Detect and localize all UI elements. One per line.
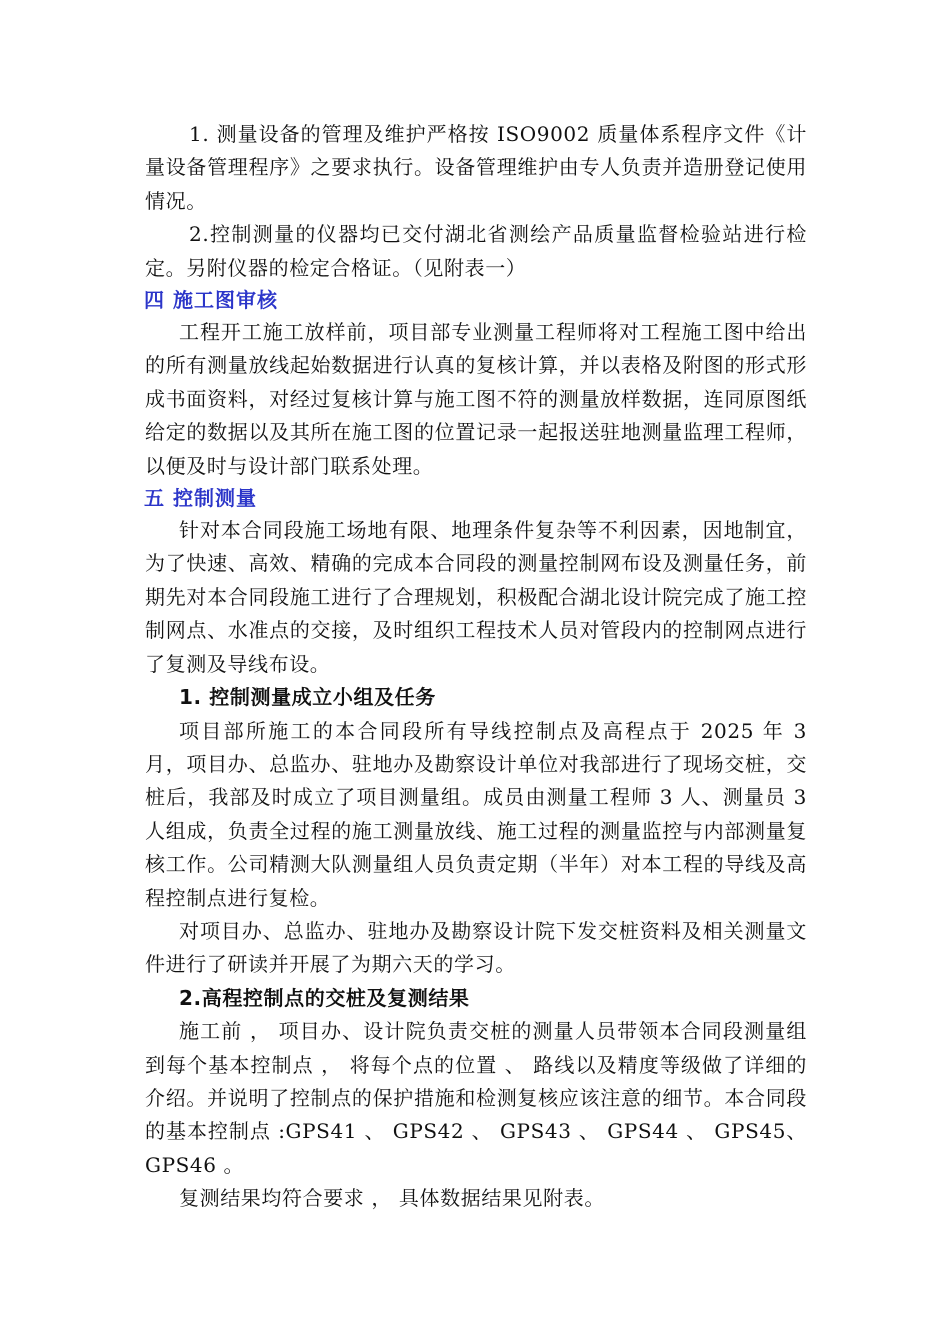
section-heading-control-survey: 五 控制测量 xyxy=(144,486,257,511)
paragraph-drawing-review: 工程开工施工放样前，项目部专业测量工程师将对工程施工图中给出的所有测量放线起始数据进行认真的复核计算，并以表格及附图的形式形成书面资料，对经过复核计算与施工图不符的测量放样数据，连同原图纸给定的数据以及其所在施工图的位置记录一起报送驻地测量监理工程师，以便及时与设计部门联系处理。 xyxy=(145,320,807,478)
document-body xyxy=(145,118,807,1216)
paragraph-equipment-management: 1. 测量设备的管理及维护严格按 ISO9002 质量体系程序文件《计量设备管理程序》之要求执行。设备管理维护由专人负责并造册登记使用情况。 xyxy=(145,122,807,213)
paragraph-survey-study: 对项目办、总监办、驻地办及勘察设计院下发交桩资料及相关测量文件进行了研读并开展了为期六天的学习。 xyxy=(145,918,807,977)
subheading-elevation-control: 2.高程控制点的交桩及复测结果 xyxy=(179,985,470,1010)
paragraph-instrument-verification: 2.控制测量的仪器均已交付湖北省测绘产品质量监督检验站进行检定。另附仪器的检定合格证。（见附表一） xyxy=(145,222,807,280)
paragraph-elevation-control: 施工前 ， 项目办、设计院负责交桩的测量人员带领本合同段测量组到每个基本控制点 ， 将每个点的位置 、 路线以及精度等级做了详细的介绍。并说明了控制点的保护措施和检测复核应该注意的细节。本合同段的基本控制点 :GPS41 、 GPS42 、 GPS43 、 GPS44 、 GPS45、GPS46 。 xyxy=(145,1019,807,1177)
paragraph-control-survey: 针对本合同段施工场地有限、地理条件复杂等不利因素，因地制宜，为了快速、高效、精确的完成本合同段的测量控制网布设及测量任务，前期先对本合同段施工进行了合理规划，积极配合湖北设计院完成了施工控制网点、水准点的交接，及时组织工程技术人员对管段内的控制网点进行了复测及导线布设。 xyxy=(145,518,807,676)
section-heading-drawing-review: 四 施工图审核 xyxy=(144,288,278,313)
paragraph-resurvey-results: 复测结果均符合要求 ， 具体数据结果见附表。 xyxy=(179,1186,605,1211)
subheading-survey-team: 1. 控制测量成立小组及任务 xyxy=(179,685,436,710)
paragraph-survey-team: 项目部所施工的本合同段所有导线控制点及高程点于 2025 年 3 月，项目办、总监办、驻地办及勘察设计单位对我部进行了现场交桩，交桩后，我部及时成立了项目测量组。成员由测量工程师 3 人、测量员 3 人组成，负责全过程的施工测量放线、施工过程的测量监控与内部测量复核工作。公司精测大队测量组人员负责定期（半年）对本工程的导线及高程控制点进行复检。 xyxy=(145,718,807,910)
